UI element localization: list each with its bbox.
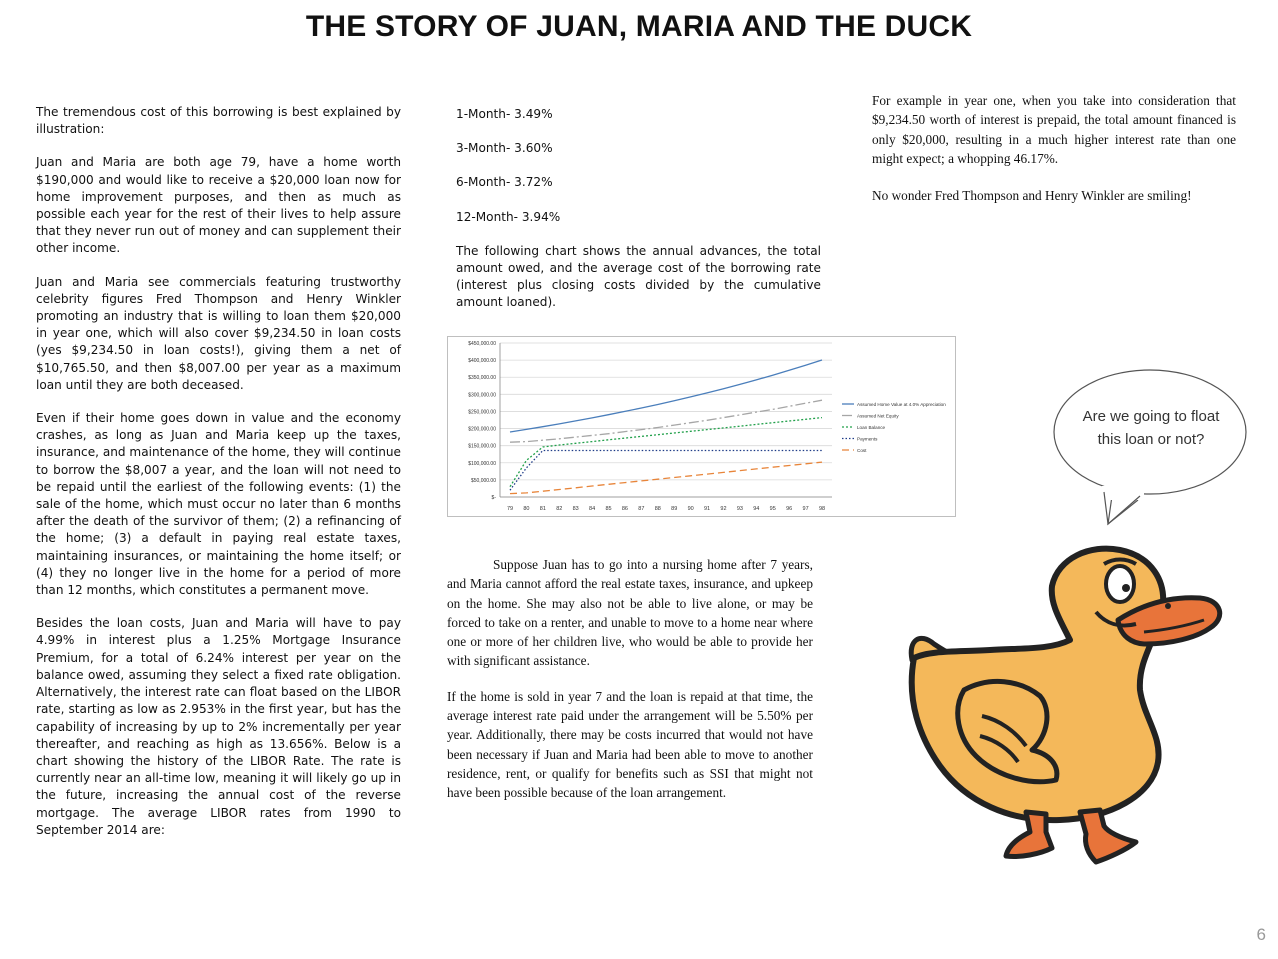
y-tick-label: $300,000.00 — [468, 392, 496, 399]
nursing-home-paragraph: Suppose Juan has to go into a nursing home after 7 years, and Maria cannot afford the real estate taxes, insurance, and upkeep on the home. She may also not be able to live alone, or may be forced to take on a renter, and unable to move to a home near where one or more of her children live, who would be able to provide her with significant assistance. — [447, 557, 813, 669]
x-tick-label: 90 — [687, 506, 694, 512]
x-tick-label: 79 — [506, 506, 514, 512]
intro-column — [36, 104, 401, 855]
y-tick-label: $350,000.00 — [468, 375, 496, 382]
series-line — [510, 451, 822, 491]
libor-rates-column — [456, 106, 821, 312]
loan-chart — [447, 336, 956, 517]
y-tick-label: $200,000.00 — [468, 426, 496, 433]
repayment-paragraph: Even if their home goes down in value and the economy crashes, as long as Juan and Maria keep up the taxes, insurance, and maintenance of the home, they will continue to borrow the $8,007 a year, and the loan will not need to be repaid until the earliest of the following events: (1) the sale of the home, which must occur no later than 6 months after the death of the survivor of them; (2) a refinancing of the home; (3) a default in paying real estate taxes, maintaining insurances, or maintaining the home itself; or (4) they no longer live in the home for a period of more than 12 months, which constitutes a permanent move. — [36, 411, 401, 598]
rate-1-month: 1-Month- 3.49% — [456, 107, 553, 121]
x-tick-label: 85 — [605, 506, 612, 512]
x-tick-label: 97 — [802, 506, 809, 512]
duck-illustration — [900, 540, 1230, 870]
example-paragraph: For example in year one, when you take into consideration that $9,234.50 worth of interest is prepaid, the total amount financed is only $20,000, resulting in a much higher interest rate than one might expect; a whopping 46.17%. — [872, 93, 1236, 167]
interest-paragraph: Besides the loan costs, Juan and Maria will have to pay 4.99% in interest plus a 1.25% Mortgage Insurance Premium, for a total of 6.24% interest per year on the balance owed, assuming they select a fixed rate obligation. Alternatively, the interest rate can float based on the LIBOR rate, starting as low as 2.953% in the first year, but has the capability of increasing by up to 2% incrementally per year thereafter, and reaching as high as 13.656%. Below is a chart showing the history of the LIBOR Rate. The rate is currently near an all-time low, meaning it will likely go up in the future, increasing the annual cost of the reverse mortgage. The average LIBOR rates from 1990 to September 2014 are: — [36, 616, 401, 837]
commercials-paragraph: Juan and Maria see commercials featuring trustworthy celebrity figures Fred Thompson and Henry Winkler promoting an industry that is willing to loan them $20,000 in year one, which will also cover $9,234.50 in loan costs (yes $9,234.50 in loan costs!), giving them a net of $10,765.50, and then $8,007.00 per year as a maximum loan until they are both deceased. — [36, 274, 401, 392]
x-tick-label: 87 — [638, 506, 645, 512]
series-line — [510, 462, 822, 494]
rate-3-month: 3-Month- 3.60% — [456, 141, 553, 156]
sale-paragraph: If the home is sold in year 7 and the loan is repaid at that time, the average interest rate paid under the arrangement will be 5.50% per year. Additionally, there may be costs incurred that would not have been necessary if Juan and Maria had been able to move to another residence, rent, or qualify for benefits such as SSI that might not have been possible because of the loan arrangement. — [447, 688, 813, 801]
series-line — [510, 360, 822, 432]
duck-eye — [1106, 566, 1134, 602]
x-tick-label: 83 — [572, 506, 579, 512]
x-tick-label: 96 — [786, 506, 793, 512]
page-title: THE STORY OF JUAN, MARIA AND THE DUCK — [305, 10, 973, 43]
page-number: 6 — [1256, 925, 1266, 944]
x-tick-label: 88 — [654, 506, 661, 512]
legend-entry: Payments — [857, 436, 878, 442]
chart-description: The following chart shows the annual advances, the total amount owed, and the average cost of the borrowing rate (interest plus closing costs divided by the cumulative amount loaned). — [456, 243, 821, 310]
x-tick-label: 92 — [720, 506, 727, 512]
x-tick-label: 86 — [621, 506, 629, 512]
series-line — [510, 400, 822, 442]
y-tick-label: $- — [491, 495, 496, 501]
series-line — [510, 418, 822, 487]
y-tick-label: $50,000.00 — [470, 477, 496, 484]
rate-6-month: 6-Month- 3.72% — [456, 175, 553, 190]
x-tick-label: 98 — [818, 506, 826, 512]
legend-entry: Assumed Home Value at 4.0% Appreciation — [857, 402, 946, 407]
x-tick-label: 95 — [769, 506, 776, 512]
nursing-home-column — [447, 555, 813, 819]
x-tick-label: 80 — [523, 506, 530, 512]
speech-bubble-text: Are we going to float this loan or not? — [1082, 408, 1220, 448]
smiling-paragraph: No wonder Fred Thompson and Henry Winkler are smiling! — [872, 187, 1192, 203]
example-column — [872, 91, 1236, 222]
x-tick-label: 81 — [539, 506, 546, 512]
legend-entry: Assumed Net Equity — [857, 413, 899, 419]
x-tick-label: 94 — [753, 506, 760, 512]
y-tick-label: $100,000.00 — [468, 460, 496, 467]
scenario-paragraph: Juan and Maria are both age 79, have a home worth $190,000 and would like to receive a $20,000 loan now for home improvement purposes, and then as much as possible each year for the rest of their lives to help assure that they never run out of money and can supplement their other income. — [36, 155, 401, 256]
rate-12-month: 12-Month- 3.94% — [456, 209, 561, 224]
legend-entry: Cost — [857, 448, 867, 453]
legend-entry: Loan Balance — [857, 425, 886, 430]
duck-leg-right — [1080, 810, 1136, 862]
y-tick-label: $450,000.00 — [468, 341, 496, 347]
y-tick-label: $250,000.00 — [468, 409, 496, 416]
duck-leg-left — [1006, 812, 1052, 857]
x-tick-label: 89 — [671, 506, 678, 512]
x-tick-label: 93 — [736, 506, 743, 512]
loan-chart-svg — [448, 337, 955, 516]
y-tick-label: $400,000.00 — [468, 358, 496, 365]
x-tick-label: 82 — [556, 506, 563, 512]
y-tick-label: $150,000.00 — [468, 443, 496, 450]
x-tick-label: 91 — [703, 506, 711, 512]
x-tick-label: 84 — [589, 506, 596, 512]
intro-paragraph: The tremendous cost of this borrowing is best explained by illustration: — [36, 105, 401, 137]
